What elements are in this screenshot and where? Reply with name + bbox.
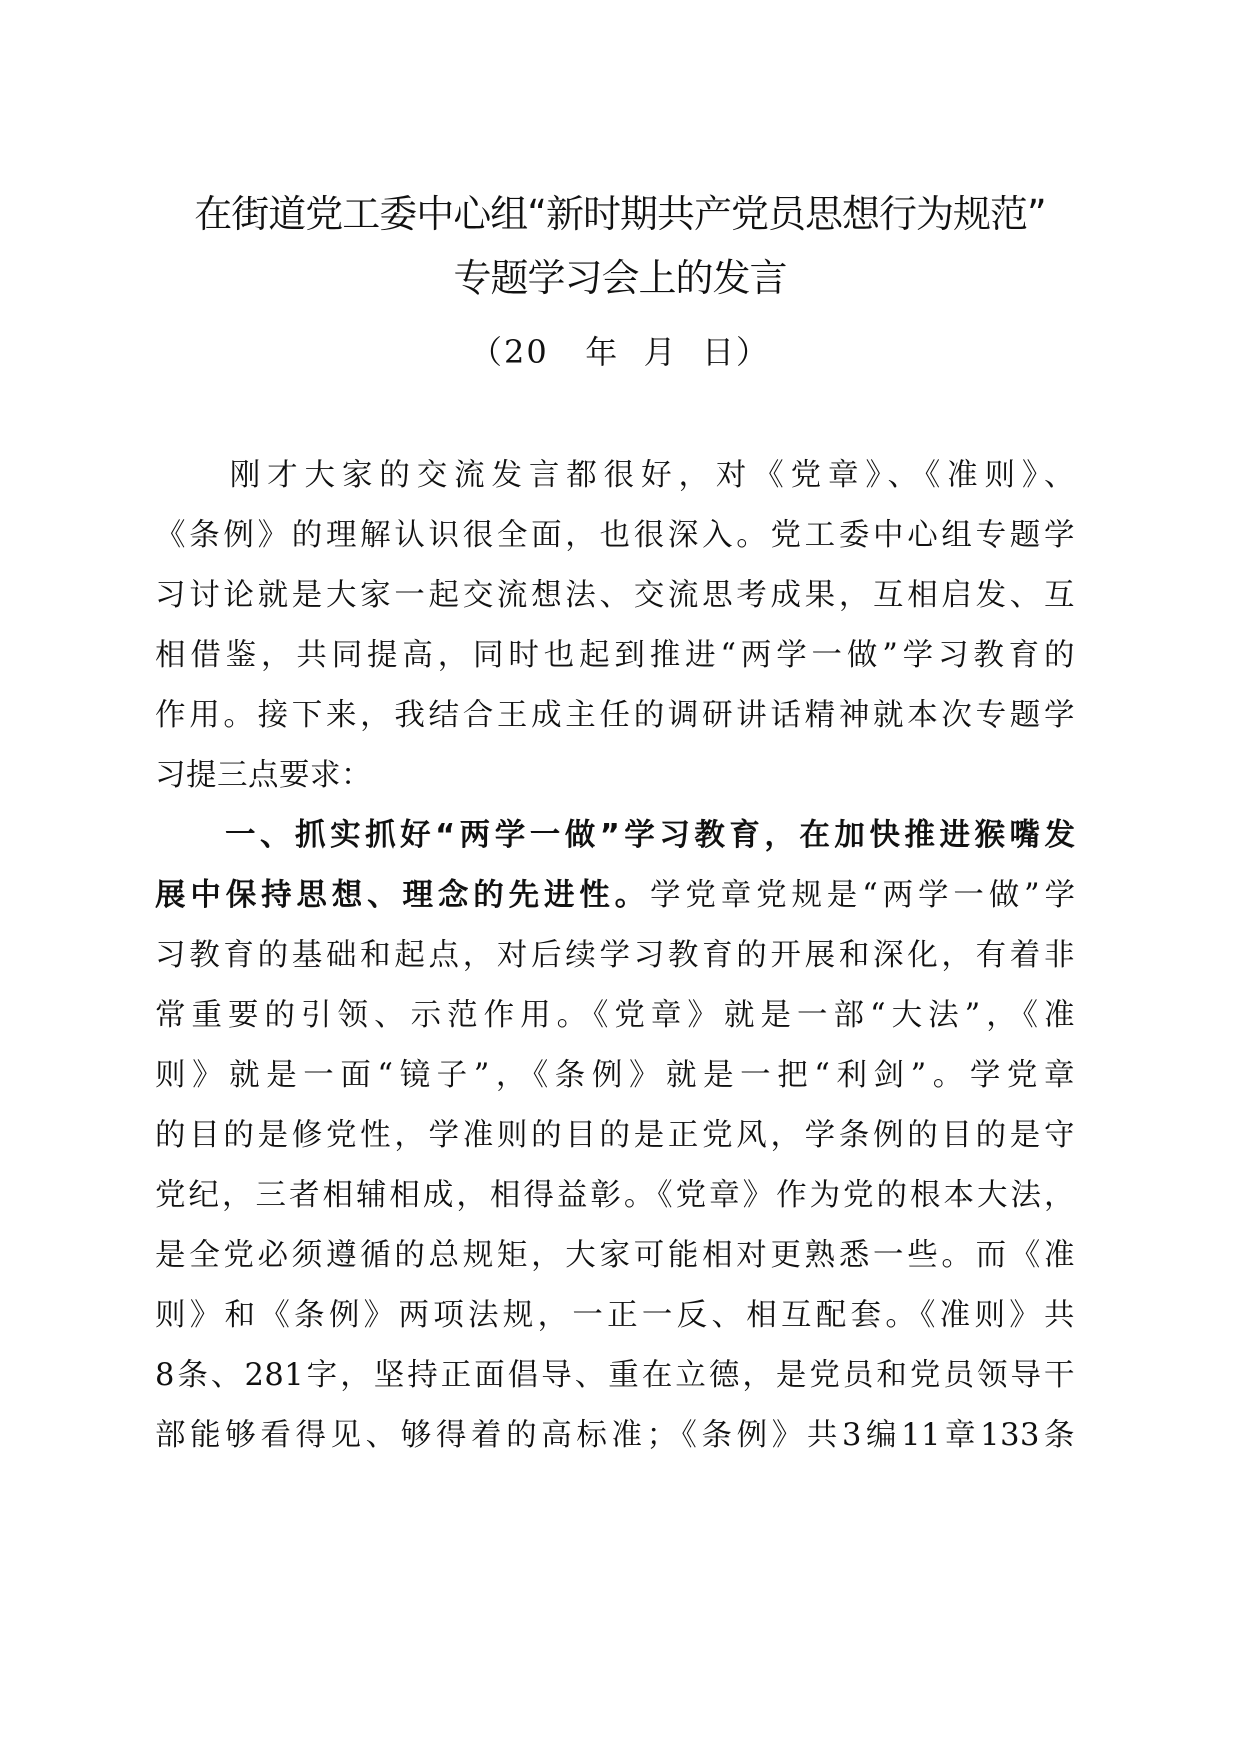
paragraph-1-line: 作用。接下来，我结合王成主任的调研讲话精神就本次专题学	[155, 698, 1075, 733]
paragraph-1-line: 习讨论就是大家一起交流想法、交流思考成果，互相启发、互	[155, 578, 1075, 613]
section-1-line: 8条、281字，坚持正面倡导、重在立德，是党员和党员领导干	[155, 1358, 1075, 1393]
paragraph-1-line: 《条例》的理解认识很全面，也很深入。党工委中心组专题学	[155, 518, 1075, 553]
document-title-line-2: 专题学习会上的发言	[453, 256, 787, 300]
section-1-line: 常重要的引领、示范作用。《党章》就是一部“大法”，《准	[155, 998, 1075, 1033]
section-1-heading-line-2	[155, 866, 1075, 926]
document-title-line-1: 在街道党工委中心组“新时期共产党员思想行为规范”	[194, 192, 1046, 236]
document-body	[155, 446, 1075, 1466]
document-title-block	[100, 186, 1140, 376]
paragraph-1-line: 习提三点要求：	[155, 758, 372, 793]
section-1-heading-bold: 展中保持思想、理念的先进性。	[155, 878, 651, 913]
section-1-line: 是全党必须遵循的总规矩，大家可能相对更熟悉一些。而《准	[155, 1238, 1075, 1273]
section-1-line: 则》就是一面“镜子”，《条例》就是一把“利剑”。学党章	[155, 1058, 1075, 1093]
section-1-line: 部能够看得见、够得着的高标准；《条例》共3编11章133条	[155, 1418, 1075, 1453]
section-1-line: 习教育的基础和起点，对后续学习教育的开展和深化，有着非	[155, 938, 1075, 973]
paragraph-1-line: 刚才大家的交流发言都很好，对《党章》、《准则》、	[155, 458, 1075, 493]
document-date: （20 年 月 日）	[470, 333, 770, 371]
section-1-line: 党纪，三者相辅相成，相得益彰。《党章》作为党的根本大法，	[155, 1178, 1075, 1213]
section-1-heading-line-1: 一、抓实抓好“两学一做”学习教育，在加快推进猴嘴发	[155, 818, 1075, 853]
section-1-heading-rest: 学党章党规是“两学一做”学	[650, 878, 1075, 913]
paragraph-1-line: 相借鉴，共同提高，同时也起到推进“两学一做”学习教育的	[155, 638, 1075, 673]
section-1-line: 的目的是修党性，学准则的目的是正党风，学条例的目的是守	[155, 1118, 1075, 1153]
section-1-line: 则》和《条例》两项法规，一正一反、相互配套。《准则》共	[155, 1298, 1075, 1333]
